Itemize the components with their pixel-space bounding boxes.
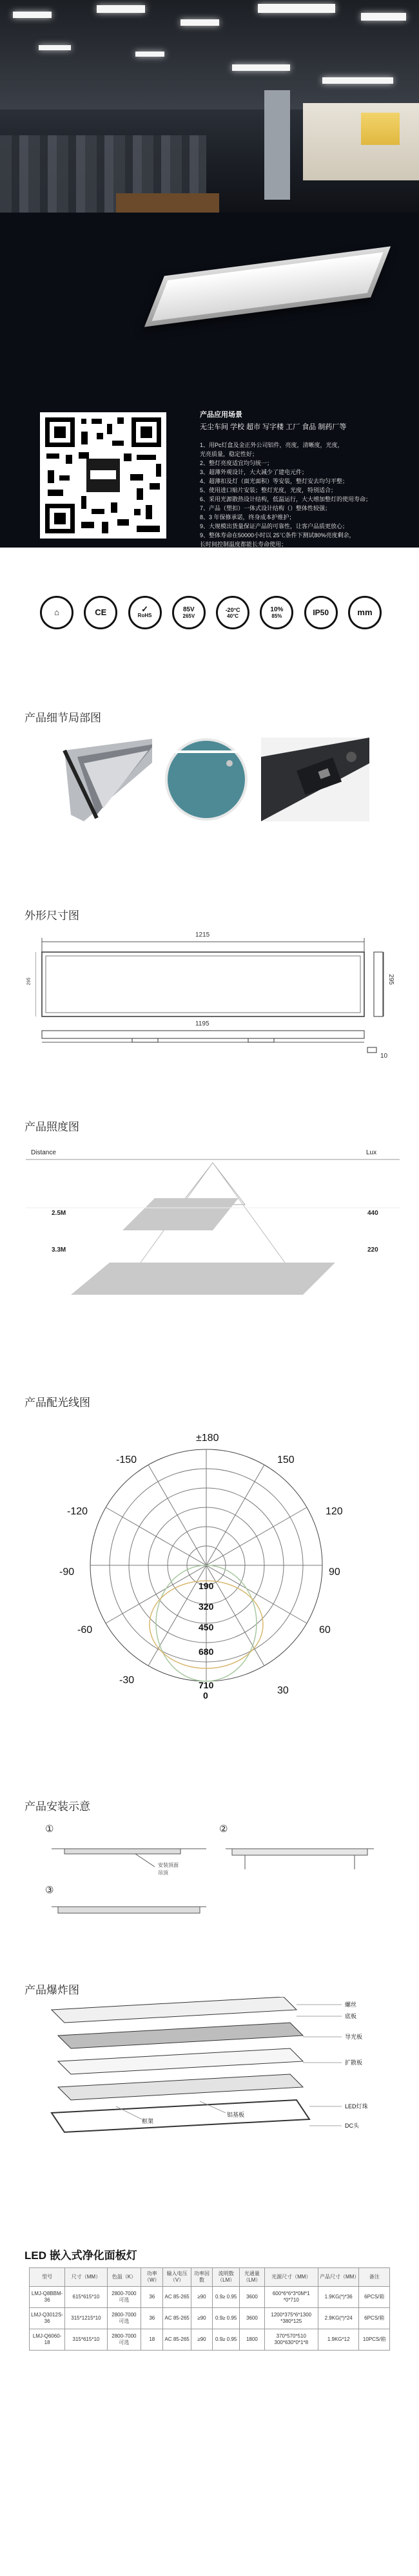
table-cell: 615*615*10 [65, 2287, 108, 2308]
table-header: 型号 [30, 2268, 65, 2287]
section-title-dimension: 外形尺寸图 [24, 910, 79, 922]
section-title-install: 产品安装示意 [24, 1800, 90, 1813]
explode-label: 框架 [142, 2118, 154, 2124]
badge-label: IP50 [313, 608, 329, 617]
ip-icon [304, 596, 338, 629]
ceiling-light [135, 52, 164, 57]
polar-angle: -90 [59, 1567, 75, 1578]
table-header-row [30, 2268, 390, 2287]
table-cell: 2800-7000 可选 [107, 2287, 141, 2308]
table-header: 输入电压（V） [163, 2268, 191, 2287]
explode-label: LED灯珠 [345, 2103, 368, 2110]
polar-angle: 60 [319, 1625, 331, 1636]
ceiling-light [258, 4, 335, 13]
dimension-height: 295 [387, 974, 395, 985]
table-cell: 36 [141, 2308, 163, 2329]
table-cell: 6PCS/箱 [359, 2287, 390, 2308]
dimension-top-width: 1215 [195, 931, 210, 939]
badge-sub: 265V [182, 613, 195, 619]
section-title-detail: 产品细节局部图 [24, 712, 101, 724]
table-cell: 2800-7000 可选 [107, 2308, 141, 2329]
feature-item: 9、整体寿命在50000小时以 25℃条件下测试80%亮度剩余， [200, 532, 355, 539]
rohs-icon [128, 596, 162, 629]
badge-label: CE [95, 607, 107, 617]
ceiling-light [39, 45, 71, 50]
table-cell: 600*6*6*3*0M*1 *0*710 [264, 2287, 318, 2308]
detail-photo-connector [261, 738, 369, 821]
install-diagram [39, 1823, 387, 1939]
table-header: 产品尺寸（MM） [318, 2268, 358, 2287]
explode-label: 导光板 [345, 2034, 363, 2040]
ce-icon [84, 596, 117, 629]
table-cell: 3600 [240, 2287, 264, 2308]
table-cell: ≥90 [191, 2329, 212, 2351]
table-cell: AC 85-265 [163, 2329, 191, 2351]
dimension-thickness: 10 [380, 1053, 388, 1060]
explode-label: 铝基板 [227, 2112, 245, 2118]
spec-table [29, 2267, 390, 2351]
polar-angle: 150 [277, 1455, 295, 1465]
feature-item: 3、超薄外观设计，大大减少了建电元件； [200, 469, 308, 475]
polar-angle: -60 [77, 1625, 93, 1636]
table-row [30, 2287, 390, 2308]
ceiling-light [322, 77, 393, 84]
table-cell: 18 [141, 2329, 163, 2351]
distance-value: 3.3M [52, 1246, 66, 1254]
dimension-drawing [26, 931, 396, 1069]
pillar [264, 90, 290, 200]
polar-angle: -150 [116, 1455, 137, 1465]
table-cell: 0.9≥ 0.95 [213, 2308, 240, 2329]
table-cell: 2800-7000 可选 [107, 2329, 141, 2351]
desk [116, 193, 219, 213]
detail-photo-panel [152, 738, 260, 821]
hero-photo [0, 0, 419, 213]
table-cell: LMJ-Q8BBM-36 [30, 2287, 65, 2308]
humidity-icon [260, 596, 293, 629]
table-row [30, 2308, 390, 2329]
qr-code[interactable] [40, 412, 166, 539]
certification-icons [40, 596, 382, 632]
table-header: 功率（W） [141, 2268, 163, 2287]
table-cell: 1800 [240, 2329, 264, 2351]
mm-icon [348, 596, 382, 629]
section-title-explode: 产品爆炸图 [24, 1984, 79, 1996]
home-icon [40, 596, 73, 629]
polar-ring-value: 680 [199, 1646, 214, 1657]
table-header: 色温（K） [107, 2268, 141, 2287]
lux-value: 440 [367, 1210, 378, 1217]
table-cell: 315*615*10 [65, 2329, 108, 2351]
feature-list [200, 441, 400, 549]
table-header: 光源尺寸（MM） [264, 2268, 318, 2287]
badge-sub: 40°C [227, 613, 239, 619]
table-cell: LMJ-Q6060-18 [30, 2329, 65, 2351]
section-title-polar: 产品配光线图 [24, 1397, 90, 1409]
qr-code-graphic [40, 412, 166, 539]
polar-angle: -120 [67, 1506, 88, 1517]
polar-ring-value: 320 [199, 1601, 214, 1612]
detail-photo-corner [58, 738, 166, 821]
badge-label: ✓ [141, 604, 149, 614]
ceiling-light [361, 13, 406, 21]
table-header: 光通量（LM） [240, 2268, 264, 2287]
lux-value: 220 [367, 1246, 378, 1254]
table-cell: 10PCS/箱 [359, 2329, 390, 2351]
table-cell: AC 85-265 [163, 2308, 191, 2329]
ceiling-light [13, 12, 52, 18]
table-cell: ≥90 [191, 2287, 212, 2308]
badge-label: 85V [182, 606, 195, 613]
polar-angle: 30 [277, 1685, 289, 1696]
table-cell: 1200*375*6*1300 *380*125 [264, 2308, 318, 2329]
feature-item: 6、采用光源散热设计结构，低温运行，大大增加整灯的使用寿命； [200, 496, 372, 502]
polar-ring-value: 710 [199, 1680, 214, 1690]
explode-label: 底板 [345, 2013, 357, 2019]
table-cell: 1.9KG(*)*36 [318, 2287, 358, 2308]
polar-angle-top: ±180 [196, 1433, 219, 1444]
polar-ring-value: 450 [199, 1622, 214, 1632]
table-cell: 0.9≥ 0.95 [213, 2329, 240, 2351]
ceiling-light [232, 64, 290, 71]
distance-label: Distance [31, 1149, 56, 1156]
table-cell: 370*570*510 300*630*0*1*8 [264, 2329, 318, 2351]
ceiling [0, 0, 419, 110]
polar-angle: 120 [326, 1506, 343, 1517]
polar-angle: 90 [329, 1567, 340, 1578]
table-header: 功率因数 [191, 2268, 212, 2287]
explode-label: DC头 [345, 2123, 359, 2129]
feature-item: 7、产品（塑扣）一体式设计结构（）整体性较强； [200, 505, 331, 511]
feature-item: 1、用Pc灯盒及金正外公司铝件，亮度，清晰度，光度， [200, 442, 344, 448]
lux-label: Lux [366, 1149, 377, 1156]
polar-light-distribution [59, 1424, 348, 1707]
distance-value: 2.5M [52, 1210, 66, 1217]
table-header: 备注 [359, 2268, 390, 2287]
exploded-diagram [39, 1997, 400, 2164]
badge-label: mm [357, 607, 373, 617]
feature-item: 8、3 年保修承诺，终身成本护维护； [200, 514, 295, 520]
feature-item: 2、整灯亮度适宜均匀统一； [200, 460, 273, 466]
application-scenes: 无尘车间 学校 超市 写字楼 工厂 食品 制药厂等 [200, 423, 347, 431]
polar-ring-value: 190 [199, 1581, 214, 1591]
temperature-icon [216, 596, 249, 629]
dimension-bottom-width: 1195 [195, 1020, 210, 1027]
polar-angle: 0 [203, 1690, 208, 1701]
shelf [361, 113, 400, 145]
table-header: 流明数（LM） [213, 2268, 240, 2287]
install-step-3: ③ [45, 1885, 54, 1896]
feature-item: 长时间控制温度都能长寿命使用； [200, 541, 287, 548]
polar-angle: -30 [119, 1675, 135, 1686]
explode-label: 螺丝 [345, 2001, 357, 2008]
badge-label: ⌂ [54, 607, 59, 617]
dimension-left-height: 295 [26, 977, 32, 986]
spec-table-title: LED 嵌入式净化面板灯 [24, 2249, 137, 2262]
badge-sub: 85% [271, 613, 282, 619]
table-cell: AC 85-265 [163, 2287, 191, 2308]
application-info [200, 409, 400, 549]
badge-sub: RoHS [137, 613, 152, 618]
ceiling-light [97, 5, 145, 13]
table-header: 尺寸（MM） [65, 2268, 108, 2287]
feature-item: 4、超薄扣及灯（面光面积）等安装，整灯安去均匀平整； [200, 478, 349, 484]
table-cell: 6PCS/箱 [359, 2308, 390, 2329]
table-cell: 36 [141, 2287, 163, 2308]
table-cell: 0.9≥ 0.95 [213, 2287, 240, 2308]
table-cell: 3600 [240, 2308, 264, 2329]
install-annotation: 安装顶面 [158, 1862, 179, 1868]
application-title: 产品应用场景 [200, 411, 242, 419]
install-annotation: 吊顶 [158, 1870, 168, 1876]
table-row [30, 2329, 390, 2351]
badge-label: -20°C [225, 606, 240, 613]
voltage-icon [172, 596, 206, 629]
table-cell: 315*1215*10 [65, 2308, 108, 2329]
table-cell: 1.9KG*12 [318, 2329, 358, 2351]
install-step-1: ① [45, 1824, 54, 1835]
ceiling-light [180, 19, 219, 26]
section-title-illuminance: 产品照度图 [24, 1121, 79, 1133]
feature-item: 9、大规模出货量保证产品的可靠性，让客户品质更放心； [200, 523, 349, 530]
table-cell: ≥90 [191, 2308, 212, 2329]
explode-label: 扩散板 [345, 2059, 363, 2066]
table-cell: LMJ-Q3012S-36 [30, 2308, 65, 2329]
install-step-2: ② [219, 1824, 228, 1835]
feature-item: 光亮质量，稳定性好； [200, 451, 258, 457]
table-cell: 2.9KG(*)*24 [318, 2308, 358, 2329]
badge-label: 10% [270, 606, 284, 613]
illuminance-diagram [26, 1147, 400, 1295]
feature-item: 5、使用进口贴片安装；整灯光度，光度，特别适合； [200, 487, 337, 493]
